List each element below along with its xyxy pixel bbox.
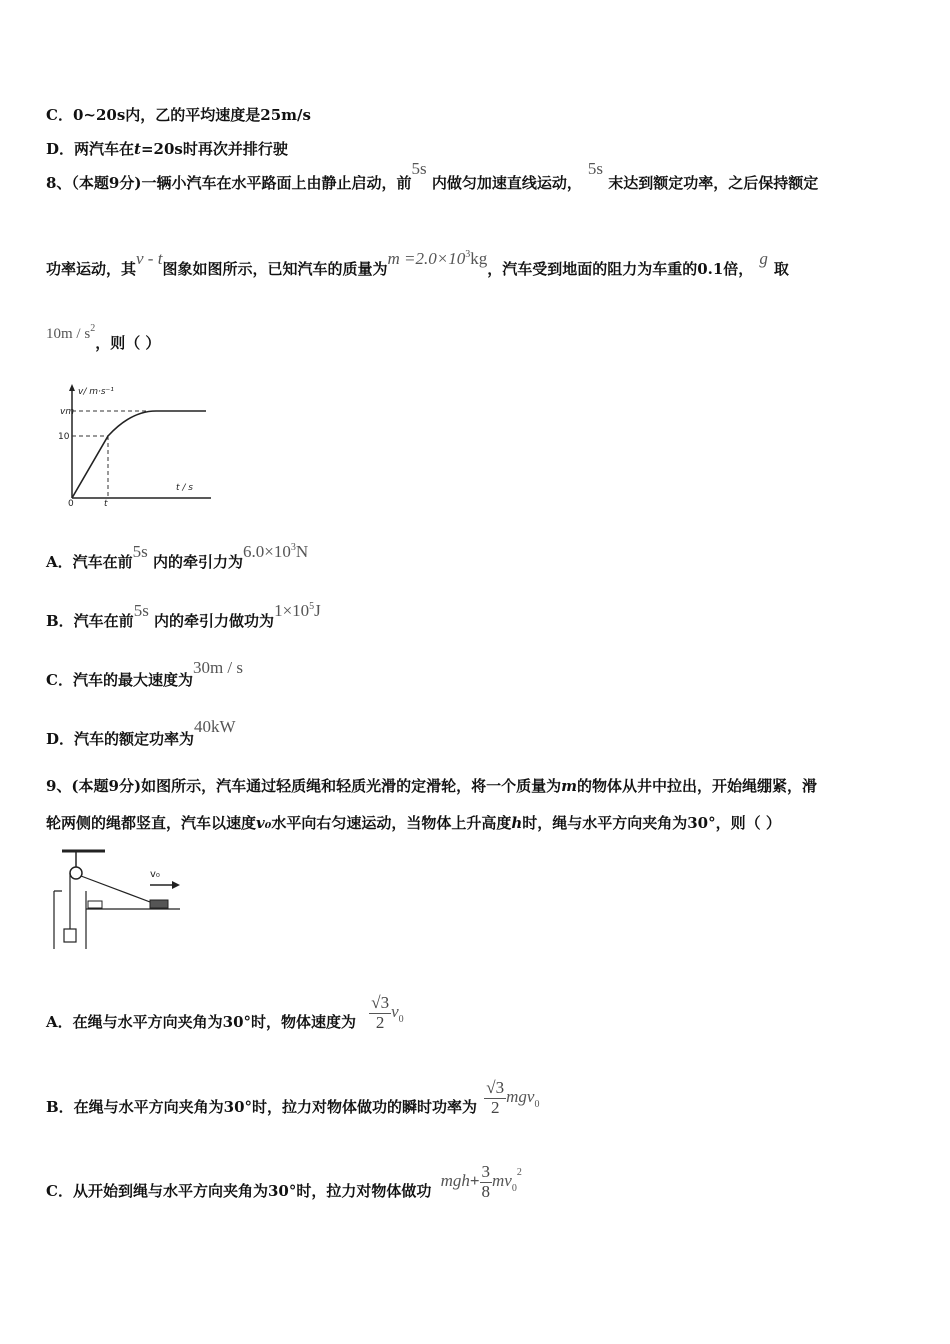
velocity-label: v₀ (150, 869, 160, 880)
q9-b-num: √3 (486, 1078, 505, 1097)
q8-line2-b: 图象如图所示，已知汽车的质量为 (162, 260, 388, 278)
q8-b-unit: J (314, 601, 321, 620)
q9-line2-b: 水平向右匀速运动，当物体上升高度 (271, 814, 512, 832)
q8-vt-graph (46, 380, 216, 510)
q9-stem-line2 (46, 812, 781, 833)
graph-10-label: 10 (58, 432, 70, 442)
q8-a-s: 5s (132, 542, 148, 561)
q8-mass-exp: 3 (465, 249, 471, 260)
q8-a-unit: N (295, 542, 309, 561)
q9-c-plus: + (469, 1171, 480, 1191)
q8-stem-line3 (46, 323, 161, 353)
q9-b-den: 2 (490, 1097, 500, 1117)
q9-pulley-figure (50, 845, 190, 955)
graph-t1-label: t (104, 499, 108, 509)
q8-intro: 8、（本题9分)一辆小汽车在水平路面上由静止启动，前 (46, 174, 412, 192)
q8-g-exp: 2 (90, 323, 96, 334)
q9-b-tail: mgv (506, 1087, 535, 1107)
graph-y-label: v/ m·s⁻¹ (78, 387, 114, 397)
q9-a-den: 2 (375, 1012, 385, 1032)
q9-a-frac (369, 994, 391, 1032)
q7-option-d-pre: D．两汽车在 (46, 140, 135, 158)
q8-stem-line2 (46, 249, 789, 279)
q8-g-val: 10m / s (46, 326, 91, 342)
q9-a-num: √3 (371, 993, 390, 1012)
q9-c-den: 8 (481, 1181, 491, 1201)
q8-line2-a: 功率运动，其 (46, 260, 137, 278)
q9-line1-b: 的物体从井中拉出，开始绳绷紧，滑 (576, 777, 817, 795)
q9-c-sub: 0 (511, 1183, 517, 1195)
velocity-arrowhead (172, 881, 180, 889)
graph-y-arrow (69, 384, 75, 391)
q8-option-d (46, 717, 236, 749)
q8-a-mid: 内的牵引力为 (153, 553, 244, 571)
q8-option-c (46, 658, 244, 690)
q8-b-pre: B．汽车在前 (46, 612, 134, 630)
q9-a-sub: 0 (398, 1014, 404, 1026)
q8-option-b (46, 601, 321, 631)
q8-d-pre: D．汽车的额定功率为 (46, 730, 195, 748)
q8-a-exp: 3 (290, 542, 296, 553)
q9-b-sub: 0 (534, 1099, 540, 1111)
q7-option-d (46, 138, 288, 159)
graph-vm-label: vm (60, 407, 75, 417)
q8-g-value (46, 323, 96, 342)
q8-vt: v - t (136, 249, 163, 268)
q8-mass-unit: kg (470, 249, 488, 268)
q9-option-c (46, 1162, 522, 1211)
q8-then: ，则（ ） (95, 334, 161, 352)
q8-a-value (243, 542, 308, 561)
graph-origin: 0 (68, 499, 74, 509)
q9-h: h (511, 814, 523, 832)
q8-b-val: 1×10 (274, 601, 310, 620)
q8-d-val: 40kW (194, 717, 236, 736)
q8-b-value (274, 601, 321, 620)
q9-m: m (561, 777, 577, 795)
q9-line2-c: 时，绳与水平方向夹角为30°，则（ ） (522, 814, 781, 832)
q9-c-mv: mv (492, 1171, 512, 1191)
q9-b-frac (484, 1079, 506, 1117)
car-body (150, 900, 168, 908)
load-block (64, 929, 76, 942)
q8-a-val: 6.0×10 (243, 542, 291, 561)
q9-option-b (46, 1078, 540, 1127)
q8-stem-line1 (46, 159, 819, 193)
q8-b-mid: 内的牵引力做功为 (154, 612, 275, 630)
q9-c-num: 3 (481, 1162, 491, 1181)
q8-take: 取 (773, 260, 789, 278)
q7-option-d-t: t (134, 140, 141, 158)
q9-line1-a: 9、(本题9分)如图所示，汽车通过轻质绳和轻质光滑的定滑轮，将一个质量为 (46, 777, 562, 795)
q9-a-v: v (391, 1002, 399, 1022)
rear-block (88, 901, 102, 908)
q8-c-val: 30m / s (192, 658, 244, 677)
q9-c-exp: 2 (516, 1167, 522, 1179)
q8-line2-c: ，汽车受到地面的阻力为车重的0.1倍， (487, 260, 754, 278)
q8-c-pre: C．汽车的最大速度为 (46, 671, 193, 689)
q9-c-text: C．从开始到绳与水平方向夹角为30°时，拉力对物体做功 (46, 1182, 432, 1201)
q8-mid: 内做匀加速直线运动， (431, 174, 582, 192)
q8-b-s: 5s (133, 601, 149, 620)
q7-option-c: C．0~20s内，乙的平均速度是25m/s (46, 106, 311, 124)
q9-v0: v₀ (256, 814, 272, 832)
q8-g: g (759, 249, 768, 268)
q8-mass (387, 249, 487, 268)
q9-a-text: A．在绳与水平方向夹角为30°时，物体速度为 (46, 1013, 357, 1032)
pulley-wheel (70, 867, 82, 879)
q8-5s-a: 5s (411, 159, 427, 178)
q7-option-d-post: =20s时再次并排行驶 (140, 140, 288, 158)
q8-a-pre: A．汽车在前 (46, 553, 133, 571)
q8-5s-b: 5s (587, 159, 603, 178)
q8-mass-expr: m =2.0×10 (387, 249, 466, 268)
q9-option-a (46, 993, 404, 1042)
q9-b-text: B．在绳与水平方向夹角为30°时，拉力对物体做功的瞬时功率为 (46, 1098, 478, 1117)
q8-option-a (46, 542, 309, 572)
q9-stem-line1 (46, 775, 817, 796)
q9-c-frac (480, 1163, 493, 1201)
q8-b-exp: 5 (309, 601, 315, 612)
q9-c-mgh: mgh (440, 1171, 470, 1191)
q8-end: 末达到额定功率，之后保持额定 (608, 174, 819, 192)
graph-t-label: t / s (176, 483, 193, 493)
q9-line2-a: 轮两侧的绳都竖直，汽车以速度 (46, 814, 257, 832)
